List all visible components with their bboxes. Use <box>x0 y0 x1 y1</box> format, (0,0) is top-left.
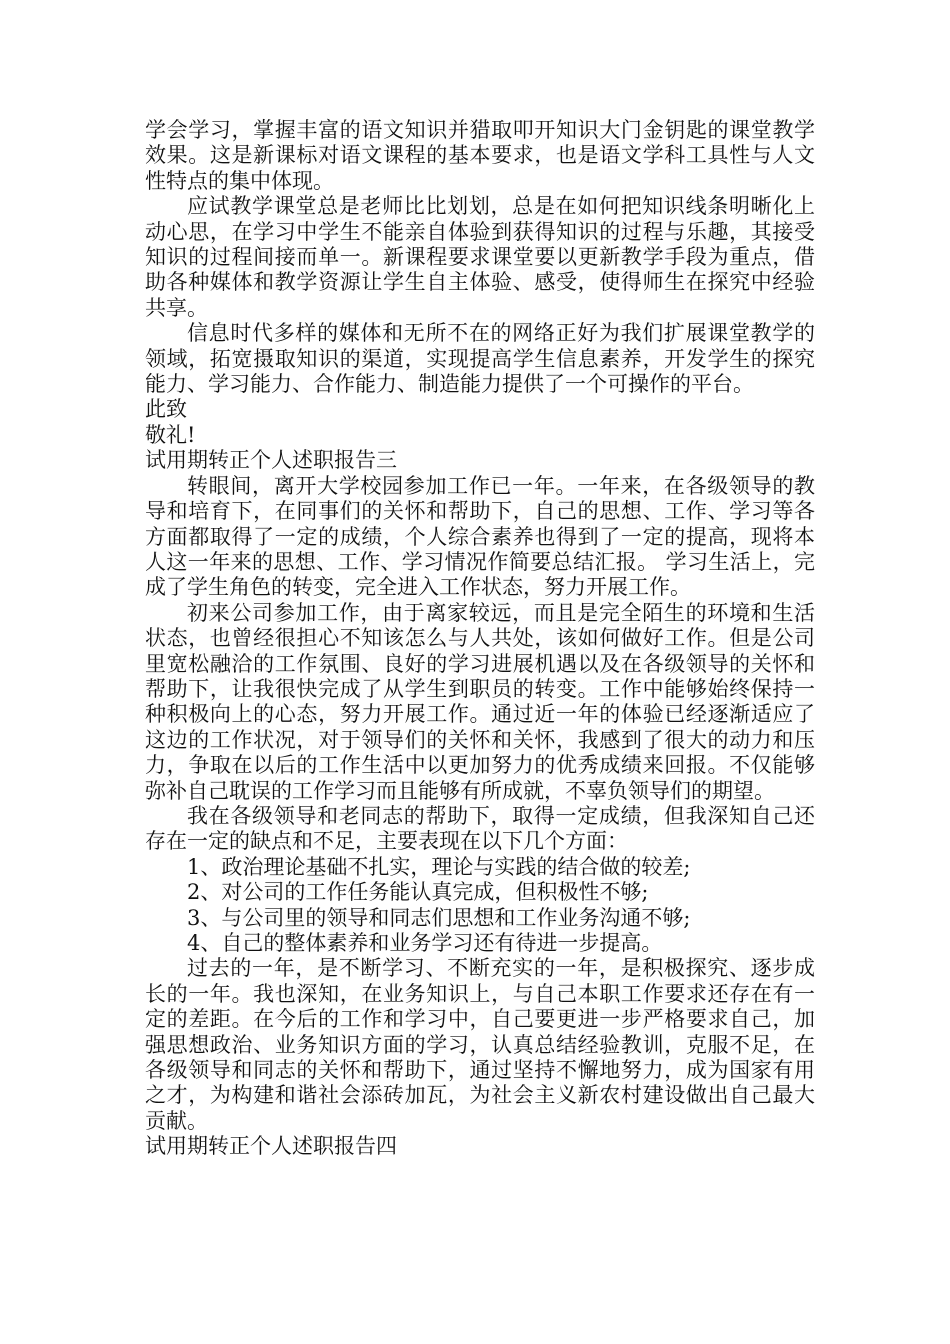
section-title-report-four: 试用期转正个人述职报告四 <box>145 1134 397 1159</box>
list-item-shortcoming-1: 1、政治理论基础不扎实，理论与实践的结合做的较差; <box>187 854 691 879</box>
document-body <box>145 118 815 1160</box>
paragraph-exam-teaching: 应试教学课堂总是老师比比划划，总是在如何把知识线条明晰化上动心思，在学习中学生不能亲自体验到获得知识的过程与乐趣，其接受知识的过程间接而单一。新课程要求课堂要以更新教学手段为重点，借助各种媒体和教学资源让学生自主体验、感受，使得师生在探究中经验共享。 <box>145 194 815 320</box>
paragraph-one-year-summary: 转眼间，离开大学校园参加工作已一年。一年来，在各级领导的教导和培育下，在同事们的关怀和帮助下，自己的思想、工作、学习等各方面都取得了一定的成绩，个人综合素养也得到了一定的提高，现将本人这一年来的思想、工作、学习情况作简要总结汇报。 学习生活上，完成了学生角色的转变，完全进入工作状态，努力开展工作。 <box>145 473 815 600</box>
list-item-shortcoming-4: 4、自己的整体素养和业务学习还有待进一步提高。 <box>187 931 663 955</box>
section-title-report-three: 试用期转正个人述职报告三 <box>145 448 397 473</box>
paragraph-intro-continued: 学会学习，掌握丰富的语文知识并猎取叩开知识大门金钥匙的课堂教学效果。这是新课标对语文课程的基本要求，也是语文学科工具性与人文性特点的集中体现。 <box>145 118 815 193</box>
list-item-shortcoming-2: 2、对公司的工作任务能认真完成，但积极性不够; <box>187 880 649 905</box>
paragraph-shortcomings-intro: 我在各级领导和老同志的帮助下，取得一定成绩，但我深知自己还存在一定的缺点和不足，主要表现在以下几个方面： <box>145 803 815 854</box>
paragraph-information-age: 信息时代多样的媒体和无所不在的网络正好为我们扩展课堂教学的领域，拓宽摄取知识的渠道，实现提高学生信息素养，开发学生的探究能力、学习能力、合作能力、制造能力提供了一个可操作的平台。 <box>145 321 815 397</box>
list-item-shortcoming-3: 3、与公司里的领导和同志们思想和工作业务沟通不够; <box>187 905 691 930</box>
closing-jingli: 敬礼! <box>145 422 196 447</box>
closing-cizhi: 此致 <box>145 397 187 422</box>
paragraph-past-year-conclusion: 过去的一年，是不断学习、不断充实的一年，是积极探究、逐步成长的一年。我也深知，在业务知识上，与自己本职工作要求还存在有一定的差距。在今后的工作和学习中，自己要更进一步严格要求自己，加强思想政治、业务知识方面的学习，认真总结经验教训，克服不足，在各级领导和同志的关怀和帮助下，通过坚持不懈地努力，成为国家有用之才，为构建和谐社会添砖加瓦，为社会主义新农村建设做出自己最大贡献。 <box>145 956 815 1133</box>
paragraph-joining-company: 初来公司参加工作，由于离家较远，而且是完全陌生的环境和生活状态，也曾经很担心不知该怎么与人共处，该如何做好工作。但是公司里宽松融洽的工作氛围、良好的学习进展机遇以及在各级领导的关怀和帮助下，让我很快完成了从学生到职员的转变。工作中能够始终保持一种积极向上的心态，努力开展工作。通过近一年的体验已经逐渐适应了这边的工作状况，对于领导们的关怀和关怀，我感到了很大的动力和压力，争取在以后的工作生活中以更加努力的优秀成绩来回报。不仅能够弥补自己耽误的工作学习而且能够有所成就，不辜负领导们的期望。 <box>145 600 815 803</box>
